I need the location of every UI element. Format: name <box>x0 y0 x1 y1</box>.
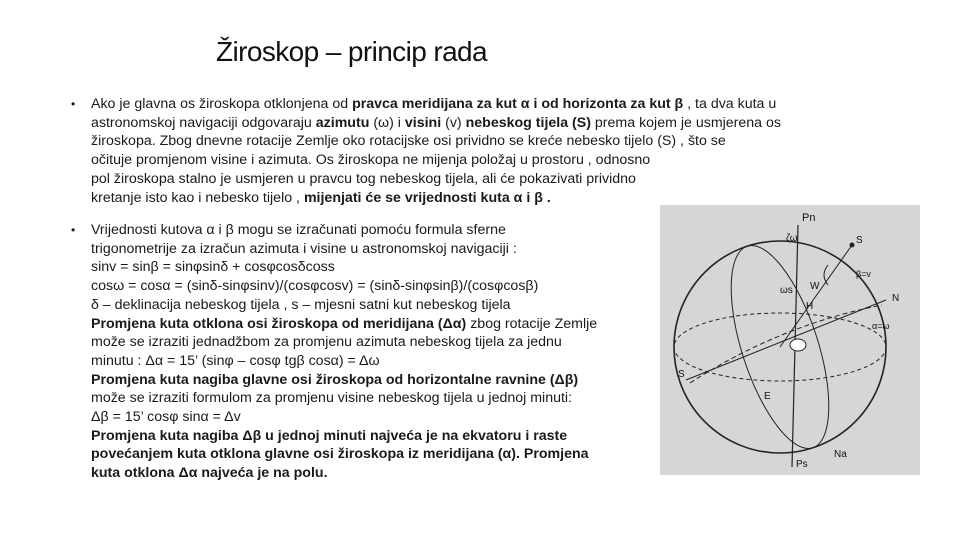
label-zeta: ζω <box>786 233 798 244</box>
page-title: Žiroskop – princip rada <box>216 36 487 67</box>
bullet-1-text <box>91 95 901 207</box>
text-line: žiroskopa. Zbog dnevne rotacije Zemlje oko rotacijske osi prividno se kreće nebesko tijelo (S) , što se <box>91 133 726 150</box>
text-line: pol žiroskopa stalno je usmjeren u pravcu tog nebeskog tijela, ali će pokazivati prividno <box>91 170 636 187</box>
label-n: N <box>892 293 900 304</box>
label-w: W <box>810 281 820 292</box>
text-line: povećanjem kuta otklona glavne osi žiroskopa iz meridijana (α). Promjena <box>91 446 589 463</box>
celestial-sphere-diagram <box>660 205 920 475</box>
text-line: Ako je glavna os žiroskopa otklonjena od pravca meridijana za kut α i od horizonta za kut β , ta dva kuta u <box>91 96 777 112</box>
label-s-body: S <box>856 235 863 246</box>
label-h: H <box>806 301 814 312</box>
label-s-south: S <box>678 369 685 380</box>
text-line: Promjena kuta nagiba Δβ u jednoj minuti najveća je na ekvatoru i raste <box>91 427 568 444</box>
gyro-axis-line <box>780 245 852 347</box>
text-line: Promjena kuta otklona osi žiroskopa od meridijana (Δα) zbog rotacije Zemlje <box>91 315 598 332</box>
formula-line: sinv = sinβ = sinφsinδ + cosφcosδcoss <box>91 259 335 276</box>
label-pn: Pn <box>802 212 816 224</box>
text-line: δ – deklinacija nebeskog tijela , s – mjesni satni kut nebeskog tijela <box>91 296 511 313</box>
text-line: trigonometrije za izračun azimuta i visine u astronomskoj navigaciji : <box>91 240 517 257</box>
bullet-marker: • <box>71 97 76 111</box>
text-line: kretanje isto kao i nebesko tijelo , mijenjati će se vrijednosti kuta α i β . <box>91 189 551 206</box>
text-line: astronomskoj navigaciji odgovaraju azimutu (ω) i visini (v) nebeskog tijela (S) prema kojem je usmjerena os <box>91 114 782 131</box>
label-e: E <box>764 391 771 402</box>
celestial-body-point <box>850 243 855 248</box>
formula-line: minutu : Δα = 15’ (sinφ – cosφ tgβ cosα) = Δω <box>91 352 380 369</box>
text-line: Vrijednosti kutova α i β mogu se izračunati pomoću formula sferne <box>91 222 506 238</box>
text-line: može se izraziti formulom za promjenu visine nebeskog tijela u jednoj minuti: <box>91 390 573 407</box>
sphere-drawing <box>660 205 920 475</box>
text-line: kuta otklona Δα najveća je na polu. <box>91 465 328 482</box>
label-alpha-omega: α=ω <box>872 321 890 331</box>
bullet-marker: • <box>71 223 76 237</box>
formula-line: cosω = cosα = (sinδ-sinφsinv)/(cosφcosv) = (sinδ-sinφsinβ)/(cosφcosβ) <box>91 278 539 295</box>
horizon-line <box>686 300 886 380</box>
gyroscope-body <box>790 339 806 351</box>
angle-arc <box>824 265 828 285</box>
label-ps: Ps <box>796 459 808 470</box>
text-line: Promjena kuta nagiba glavne osi žiroskopa od horizontalne ravnine (Δβ) <box>91 371 579 388</box>
bullet-point-1 <box>71 95 901 207</box>
label-na: Na <box>834 449 847 460</box>
formula-line: Δβ = 15’ cosφ sinα = Δv <box>91 409 241 426</box>
label-omega-s: ωs <box>780 285 793 296</box>
text-line: može se izraziti jednadžbom za promjenu azimuta nebeskog tijela za jednu <box>91 334 562 351</box>
label-beta-v: β=v <box>856 269 871 279</box>
text-line: očituje promjenom visine i azimuta. Os žiroskopa ne mijenja položaj u prostoru , odnosno <box>91 152 651 169</box>
